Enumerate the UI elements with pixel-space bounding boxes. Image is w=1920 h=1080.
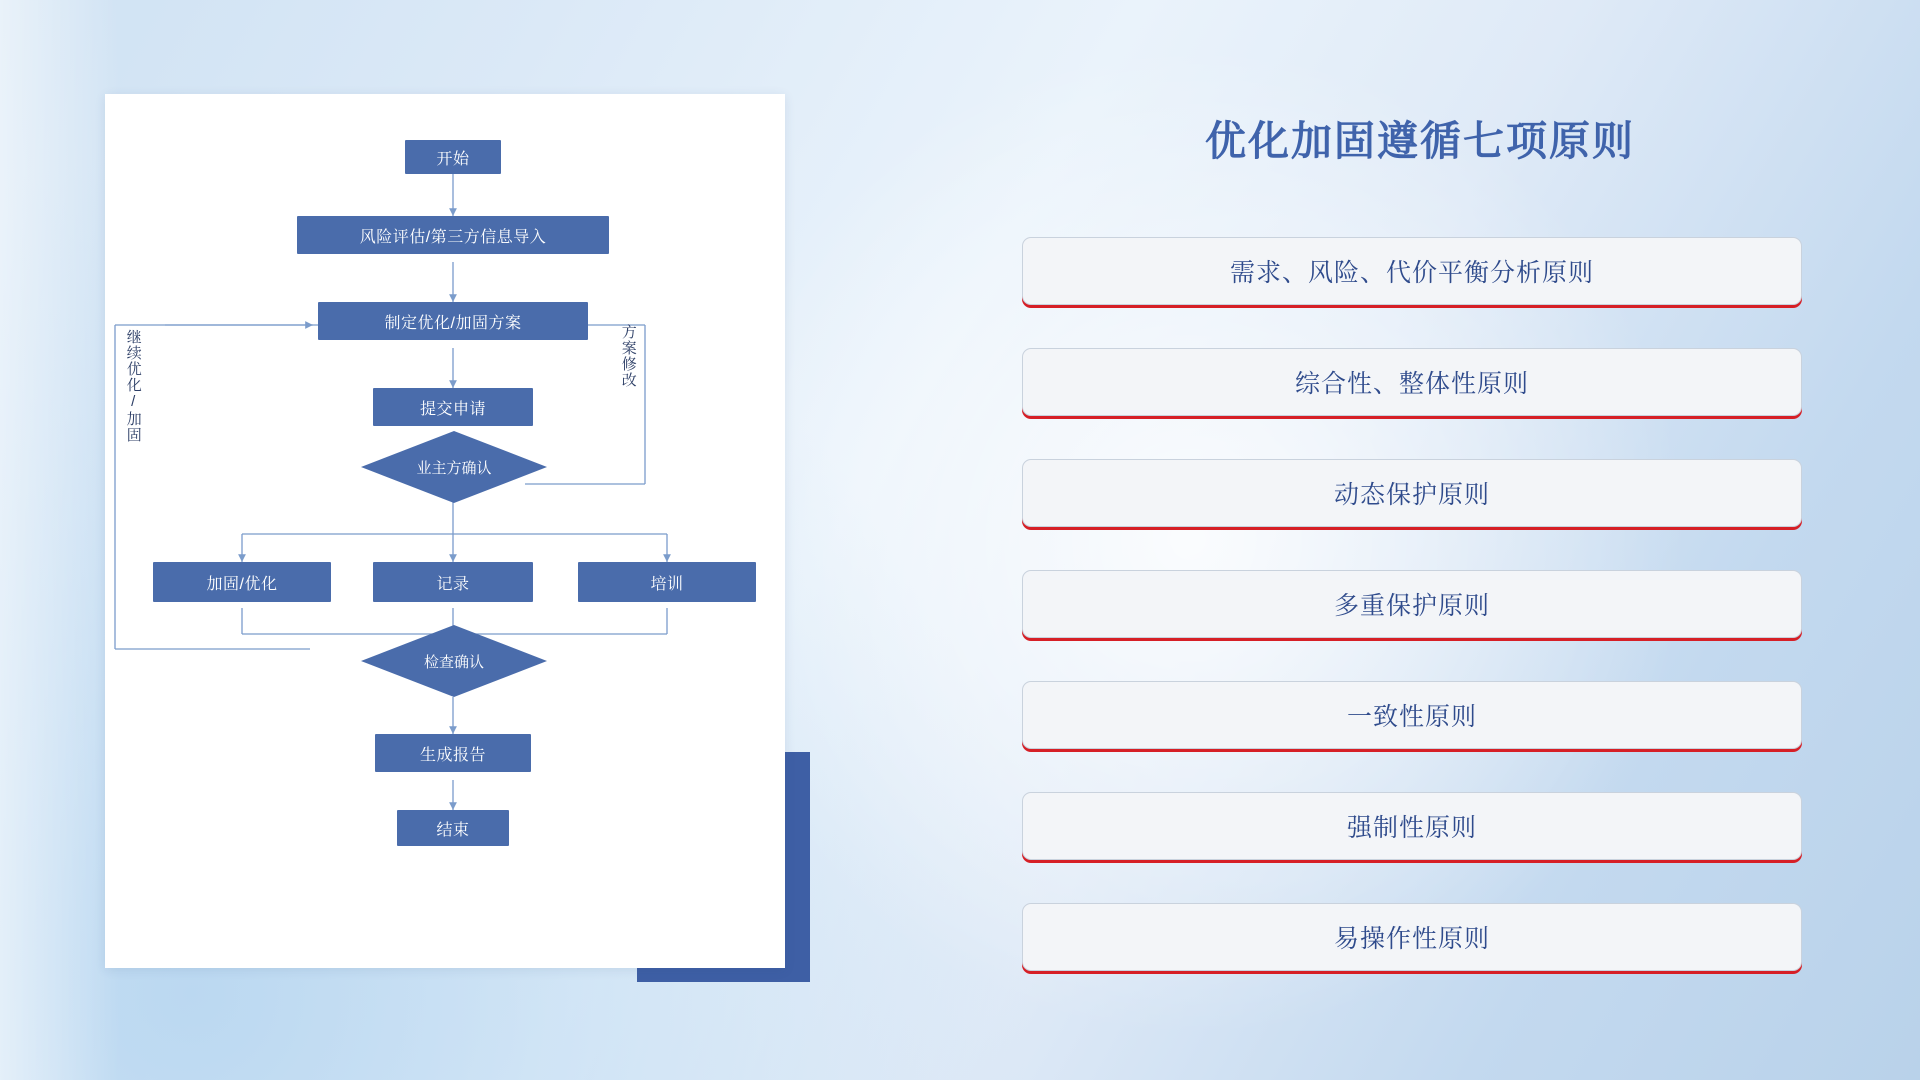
decision-check-confirm-label: 检查确认: [423, 653, 484, 671]
node-submit-application: 提交申请: [373, 388, 533, 426]
node-reinforce: 加固/优化: [153, 562, 331, 602]
decision-owner-confirm: [361, 431, 547, 503]
node-plan: 制定优化/加固方案: [318, 302, 588, 340]
node-start: 开始: [405, 140, 501, 174]
node-generate-report: 生成报告: [375, 734, 531, 772]
decision-check-confirm: [361, 625, 547, 697]
decision-owner-confirm-label: 业主方确认: [416, 459, 492, 477]
principle-item-6: 强制性原则: [1022, 792, 1802, 860]
principle-item-7: 易操作性原则: [1022, 903, 1802, 971]
node-training: 培训: [578, 562, 756, 602]
principle-item-5: 一致性原则: [1022, 681, 1802, 749]
node-end: 结束: [397, 810, 509, 846]
principle-item-1: 需求、风险、代价平衡分析原则: [1022, 237, 1802, 305]
principle-item-3: 动态保护原则: [1022, 459, 1802, 527]
node-risk-assessment: 风险评估/第三方信息导入: [297, 216, 609, 254]
node-record: 记录: [373, 562, 533, 602]
flowchart-card: [105, 94, 785, 968]
loop-label-continue-optimize: 继续优化/加固: [124, 329, 142, 443]
flowchart: [105, 94, 785, 968]
loop-label-plan-revision: 方案修改: [619, 324, 637, 388]
principle-item-2: 综合性、整体性原则: [1022, 348, 1802, 416]
principle-item-4: 多重保护原则: [1022, 570, 1802, 638]
principles-title: 优化加固遵循七项原则: [1205, 118, 1635, 164]
